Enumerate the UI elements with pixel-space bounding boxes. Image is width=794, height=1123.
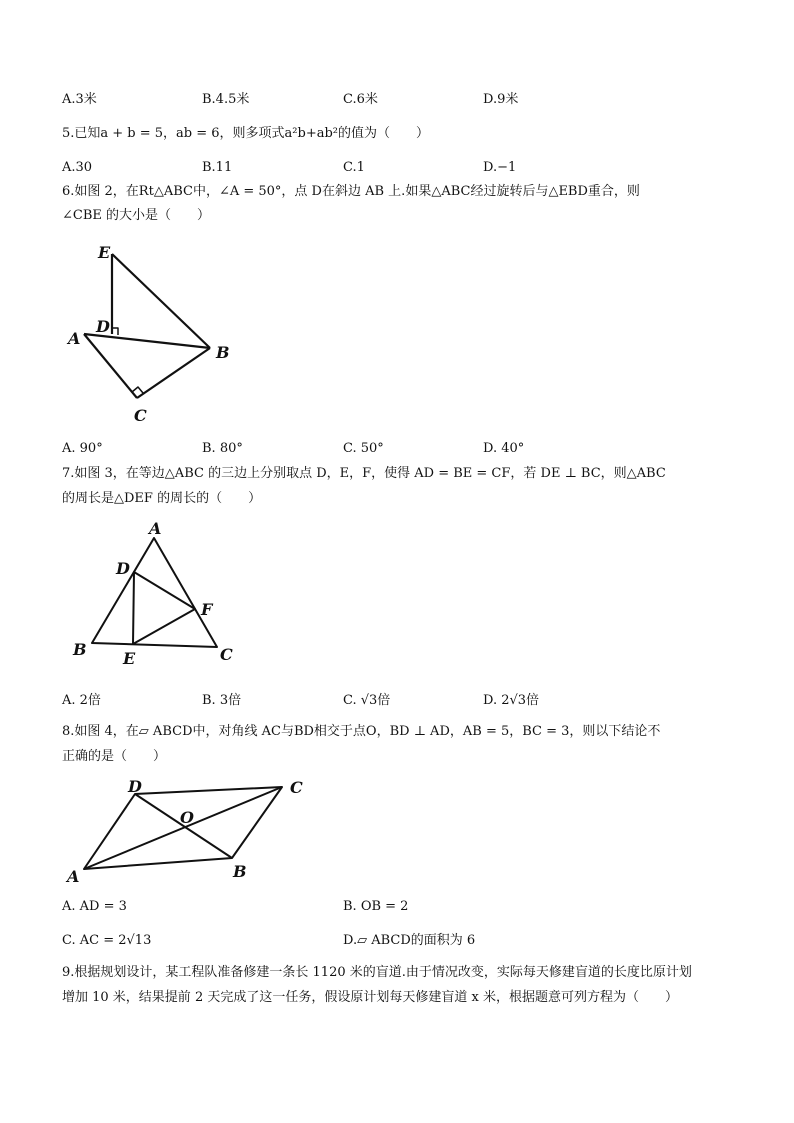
q8-stem-line1: 8.如图 4，在▱ ABCD中，对角线 AC与BD相交于点O，BD ⊥ AD，AB = 5，BC = 3，则以下结论不 <box>62 724 661 739</box>
triangle-abc <box>92 538 217 647</box>
segment-cb <box>137 348 210 398</box>
q4-option-a: A.3米 <box>62 92 97 107</box>
right-angle-mark-c <box>132 387 143 393</box>
label-e: E <box>98 243 111 262</box>
q8-option-d: D.▱ ABCD的面积为 6 <box>343 933 476 948</box>
label-a: A <box>68 329 81 348</box>
q6-option-b: B. 80° <box>202 441 243 456</box>
q6-option-c: C. 50° <box>343 441 384 456</box>
q8-option-a: A. AD = 3 <box>62 899 127 914</box>
q6-figure <box>62 236 242 426</box>
label-d: D <box>96 317 110 336</box>
segment-eb <box>112 254 210 348</box>
segment-ab <box>84 334 210 348</box>
label-c: C <box>134 406 147 425</box>
q6-option-d: D. 40° <box>483 441 525 456</box>
q5-option-c: C.1 <box>343 160 365 175</box>
q6-option-a: A. 90° <box>62 441 103 456</box>
label-o: O <box>180 808 194 827</box>
label-b: B <box>216 343 230 362</box>
q7-option-a: A. 2倍 <box>62 693 101 708</box>
q9-stem-line2: 增加 10 米，结果提前 2 天完成了这一任务，假设原计划每天修建盲道 x 米，根据题意可列方程为（ ） <box>62 990 678 1005</box>
label-b: B <box>233 862 247 881</box>
q7-stem-line2: 的周长是△DEF 的周长的（ ） <box>62 491 262 506</box>
label-b: B <box>73 640 87 659</box>
q8-stem-line2: 正确的是（ ） <box>62 749 167 764</box>
q5-option-d: D.−1 <box>483 160 517 175</box>
q8-option-c: C. AC = 2√13 <box>62 933 152 948</box>
label-c: C <box>290 778 303 797</box>
q5-option-a: A.30 <box>62 160 93 175</box>
q4-option-d: D.9米 <box>483 92 519 107</box>
q4-option-c: C.6米 <box>343 92 378 107</box>
label-c: C <box>220 645 233 664</box>
segment-ac <box>84 334 137 398</box>
q6-stem-line2: ∠CBE 的大小是（ ） <box>62 208 211 223</box>
q7-option-b: B. 3倍 <box>202 693 242 708</box>
q5-option-b: B.11 <box>202 160 233 175</box>
label-a: A <box>149 519 162 538</box>
q7-option-c: C. √3倍 <box>343 693 391 708</box>
q7-stem-line1: 7.如图 3，在等边△ABC 的三边上分别取点 D，E，F，使得 AD = BE = CF，若 DE ⊥ BC，则△ABC <box>62 466 666 481</box>
label-e: E <box>123 649 136 668</box>
q5-stem: 5.已知a + b = 5，ab = 6，则多项式a²b+ab²的值为（ ） <box>62 126 430 141</box>
q6-stem-line1: 6.如图 2，在Rt△ABC中，∠A = 50°，点 D在斜边 AB 上.如果△ABC经过旋转后与△EBD重合，则 <box>62 184 640 199</box>
label-a: A <box>67 867 80 886</box>
triangle-def <box>133 572 195 644</box>
label-d: D <box>128 777 142 796</box>
q8-figure <box>62 772 322 887</box>
q8-option-b: B. OB = 2 <box>343 899 409 914</box>
q7-figure <box>62 516 252 666</box>
label-d: D <box>116 559 130 578</box>
label-f: F <box>201 600 213 619</box>
q9-stem-line1: 9.根据规划设计，某工程队准备修建一条长 1120 米的盲道.由于情况改变，实际每天修建盲道的长度比原计划 <box>62 965 692 980</box>
q4-option-b: B.4.5米 <box>202 92 250 107</box>
q7-option-d: D. 2√3倍 <box>483 693 540 708</box>
